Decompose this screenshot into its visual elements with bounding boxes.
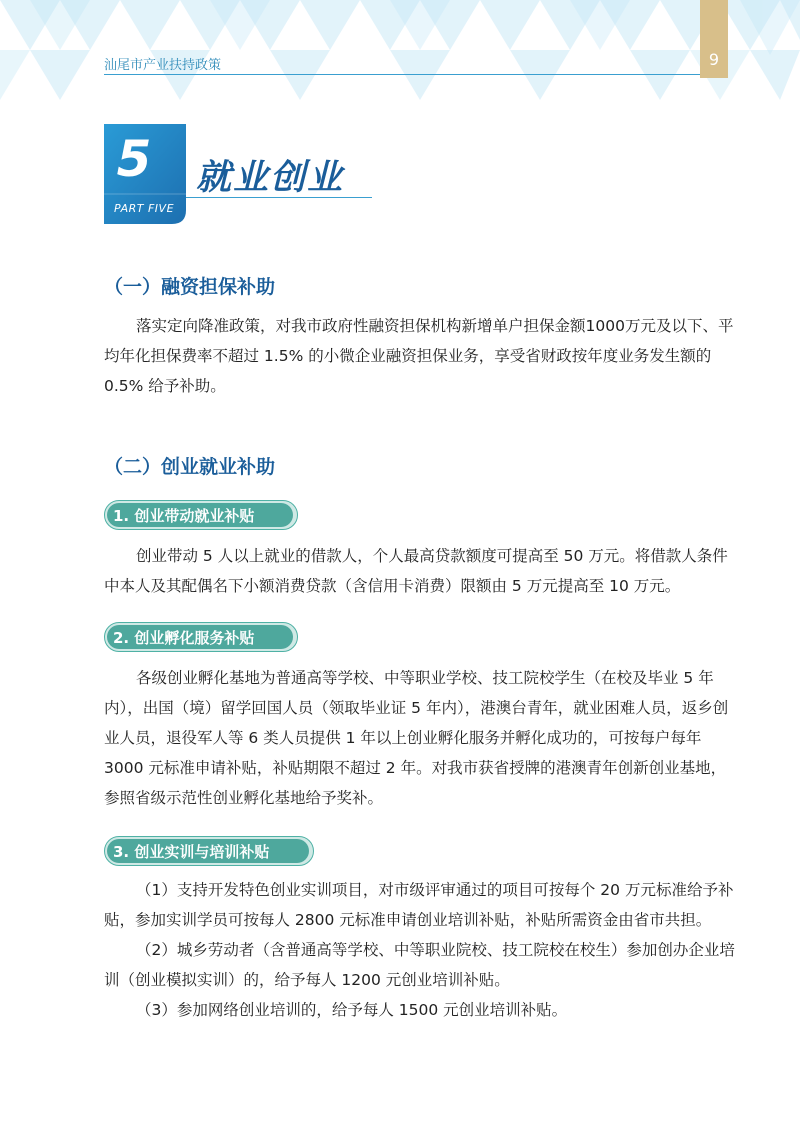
- chapter-number: 5: [116, 130, 152, 188]
- subsection-label: 1. 创业带动就业补贴: [113, 507, 255, 525]
- section-body: [104, 311, 736, 401]
- paragraph: 落实定向降准政策，对我市政府性融资担保机构新增单户担保金额1000万元及以下、平均年化担保费率不超过 1.5% 的小微企业融资担保业务，享受省财政按年度业务发生额的 0.5% 给予补助。: [104, 317, 734, 395]
- paragraph: （1）支持开发特色创业实训项目，对市级评审通过的项目可按每个 20 万元标准给予补贴，参加实训学员可按每人 2800 元标准申请创业培训补贴，补贴所需资金由省市共担。: [104, 881, 734, 929]
- subsection-label-pill: [104, 500, 298, 530]
- subsection-body: [104, 663, 736, 813]
- subsection-body: [104, 875, 736, 1025]
- paragraph: （2）城乡劳动者（含普通高等学校、中等职业院校、技工院校在校生）参加创办企业培训（创业模拟实训）的，给予每人 1200 元创业培训补贴。: [104, 941, 735, 989]
- subsection-label-pill: [104, 836, 314, 866]
- subsection-label-pill: [104, 622, 298, 652]
- running-header-title: 汕尾市产业扶持政策: [104, 58, 222, 73]
- subsection-body: [104, 541, 736, 601]
- page-number: 9: [708, 50, 720, 69]
- section-heading: （一）融资担保补助: [104, 276, 276, 298]
- section-heading: （二）创业就业补助: [104, 456, 276, 478]
- chapter-subtitle: PART FIVE: [114, 202, 175, 215]
- subsection-label: 2. 创业孵化服务补贴: [113, 629, 255, 647]
- paragraph: （3）参加网络创业培训的，给予每人 1500 元创业培训补贴。: [136, 1001, 568, 1019]
- chapter-title: 就业创业: [196, 158, 345, 198]
- subsection-label: 3. 创业实训与培训补贴: [113, 843, 270, 861]
- paragraph: 各级创业孵化基地为普通高等学校、中等职业学校、技工院校学生（在校及毕业 5 年内），出国（境）留学回国人员（领取毕业证 5 年内），港澳台青年，就业困难人员，返乡创业人员，退役军人等 6 类人员提供 1 年以上创业孵化服务并孵化成功的，可按每户每年 3000 元标准申请补贴，补贴期限不超过 2 年。对我市获省授牌的港澳青年创新创业基地，参照省级示范性创业孵化基地给予奖补。: [104, 669, 729, 807]
- paragraph: 创业带动 5 人以上就业的借款人，个人最高贷款额度可提高至 50 万元。将借款人条件中本人及其配偶名下小额消费贷款（含信用卡消费）限额由 5 万元提高至 10 万元。: [104, 547, 728, 595]
- header-divider: [104, 74, 700, 75]
